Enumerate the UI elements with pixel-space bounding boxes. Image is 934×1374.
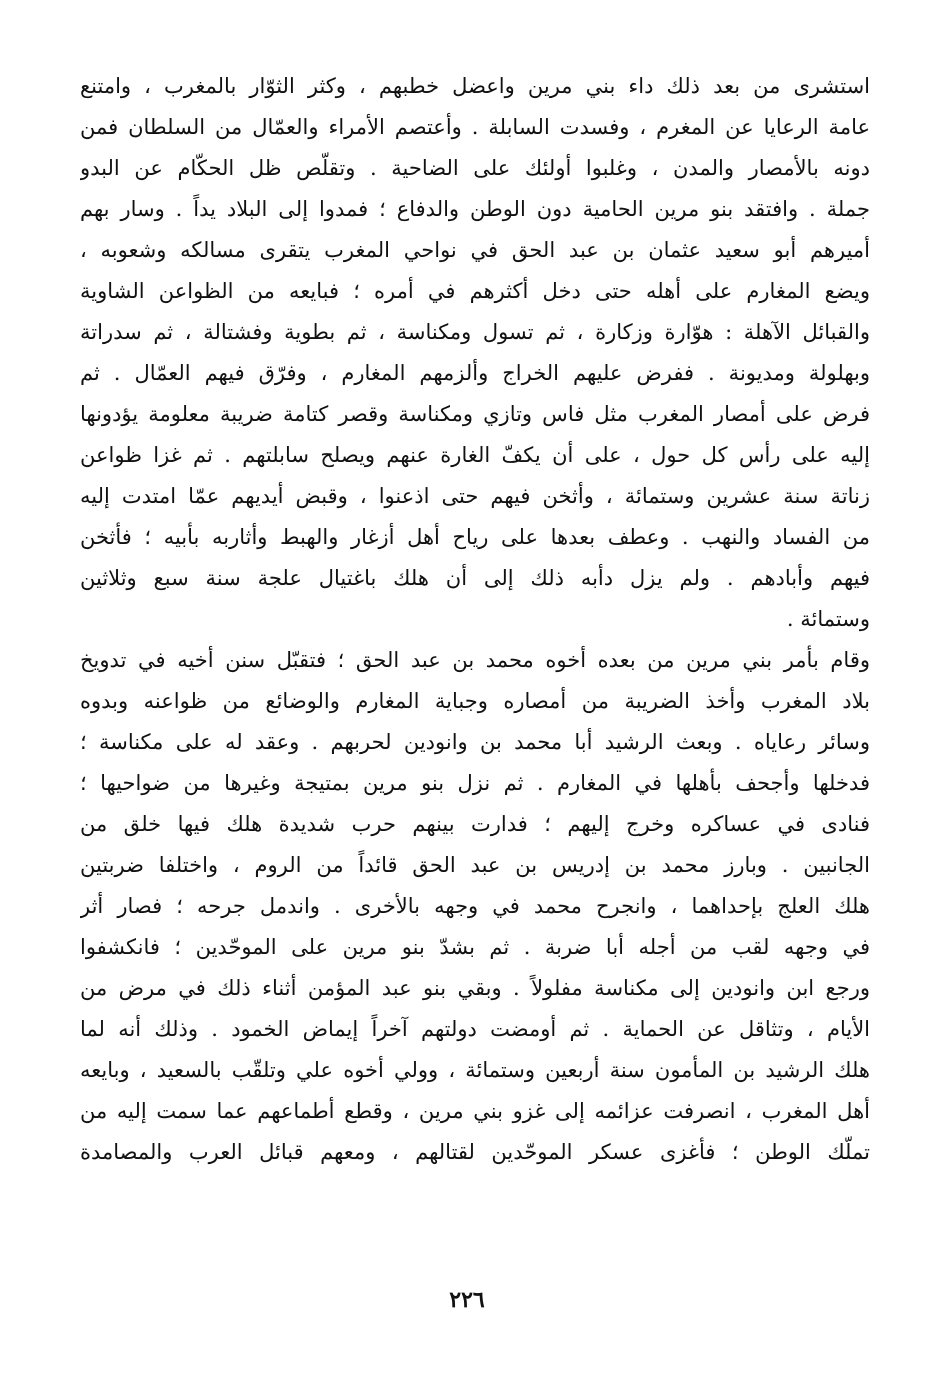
paragraph-2 xyxy=(80,640,870,1173)
text-line: أميرهم أبو سعيد عثمان بن عبد الحق في نواحي المغرب يتقرى مسالكه وشعوبه ، xyxy=(80,238,870,262)
page-number: ٢٢٦ xyxy=(449,1287,485,1313)
text-line: عامة الرعايا عن المغرم ، وفسدت السابلة . وأعتصم الأمراء والعمّال من السلطان فمن xyxy=(80,115,870,139)
paragraph-1 xyxy=(80,66,870,640)
text-line: الأيام ، وتثاقل عن الحماية . ثم أومضت دولتهم آخراً إيماض الخمود . وذلك أنه لما xyxy=(80,1017,870,1041)
text-line: الجانبين . وبارز محمد بن إدريس بن عبد الحق قائداً من الروم ، واختلفا ضربتين xyxy=(80,853,870,877)
text-line: استشرى من بعد ذلك داء بني مرين واعضل خطبهم ، وكثر الثوّار بالمغرب ، وامتنع xyxy=(80,74,870,98)
text-line: أهل المغرب ، انصرفت عزائمه إلى غزو بني مرين ، وقطع أطماعهم عما سمت إليه من xyxy=(80,1099,870,1123)
text-line: بلاد المغرب وأخذ الضريبة من أمصاره وجباية المغارم والوضائع من ظواعنه وبدوه xyxy=(80,689,870,713)
text-line: فرض على أمصار المغرب مثل فاس وتازي ومكناسة وقصر كتامة ضريبة معلومة يؤدونها xyxy=(80,402,870,426)
text-line: وسائر رعاياه . وبعث الرشيد أبا محمد بن وانودين لحربهم . وعقد له على مكناسة ؛ xyxy=(80,730,870,754)
text-line: زناتة سنة عشرين وستمائة ، وأثخن فيهم حتى اذعنوا ، وقبض أيديهم عمّا امتدت إليه xyxy=(80,484,870,508)
text-line: إليه على رأس كل حول ، على أن يكفّ الغارة عنهم ويصلح سابلتهم . ثم غزا ظواعن xyxy=(80,443,870,467)
text-line: وبهلولة ومديونة . ففرض عليهم الخراج وألزمهم المغارم ، وفرّق فيهم العمّال . ثم xyxy=(80,361,870,385)
text-line: تملّك الوطن ؛ فأغزى عسكر الموحّدين لقتالهم ، ومعهم قبائل العرب والمصامدة xyxy=(80,1140,870,1164)
text-line: هلك الرشيد بن المأمون سنة أربعين وستمائة ، وولي أخوه علي وتلقّب بالسعيد ، وبايعه xyxy=(80,1058,870,1082)
text-line: والقبائل الآهلة : هوّارة وزكارة ، ثم تسول ومكناسة ، ثم بطوية وفشتالة ، ثم سدراتة xyxy=(80,320,870,344)
body-text xyxy=(80,66,870,1173)
text-line: فدخلها وأجحف بأهلها في المغارم . ثم نزل بنو مرين بمتيجة وغيرها من ضواحيها ؛ xyxy=(80,771,870,795)
text-line: وستمائة . xyxy=(786,607,870,631)
text-line: في وجهه لقب من أجله أبا ضربة . ثم بشدّ بنو مرين على الموحّدين ؛ فانكشفوا xyxy=(80,935,870,959)
text-line: جملة . وافتقد بنو مرين الحامية دون الوطن والدفاع ؛ فمدوا إلى البلاد يداً . وسار بهم xyxy=(80,197,870,221)
text-line: فيهم وأبادهم . ولم يزل دأبه ذلك إلى أن هلك باغتيال علجة سنة سبع وثلاثين xyxy=(80,566,870,590)
text-line: دونه بالأمصار والمدن ، وغلبوا أولئك على الضاحية . وتقلّص ظل الحكّام عن البدو xyxy=(80,156,870,180)
text-line: ورجع ابن وانودين إلى مكناسة مفلولاً . وبقي بنو عبد المؤمن أثناء ذلك في مرض من xyxy=(80,976,870,1000)
text-line: فنادى في عساكره وخرج إليهم ؛ فدارت بينهم حرب شديدة هلك فيها خلق من xyxy=(80,812,870,836)
text-line: من الفساد والنهب . وعطف بعدها على رياح أهل أزغار والهبط وأثاربه بأبيه ؛ فأثخن xyxy=(80,525,870,549)
text-line: ويضع المغارم على أهله حتى دخل أكثرهم في أمره ؛ فبايعه من الظواعن الشاوية xyxy=(80,279,870,303)
text-line: وقام بأمر بني مرين من بعده أخوه محمد بن عبد الحق ؛ فتقبّل سنن أخيه في تدويخ xyxy=(80,648,870,672)
text-line: هلك العلج بإحداهما ، وانجرح محمد في وجهه بالأخرى . واندمل جرحه ؛ فصار أثر xyxy=(80,894,870,918)
